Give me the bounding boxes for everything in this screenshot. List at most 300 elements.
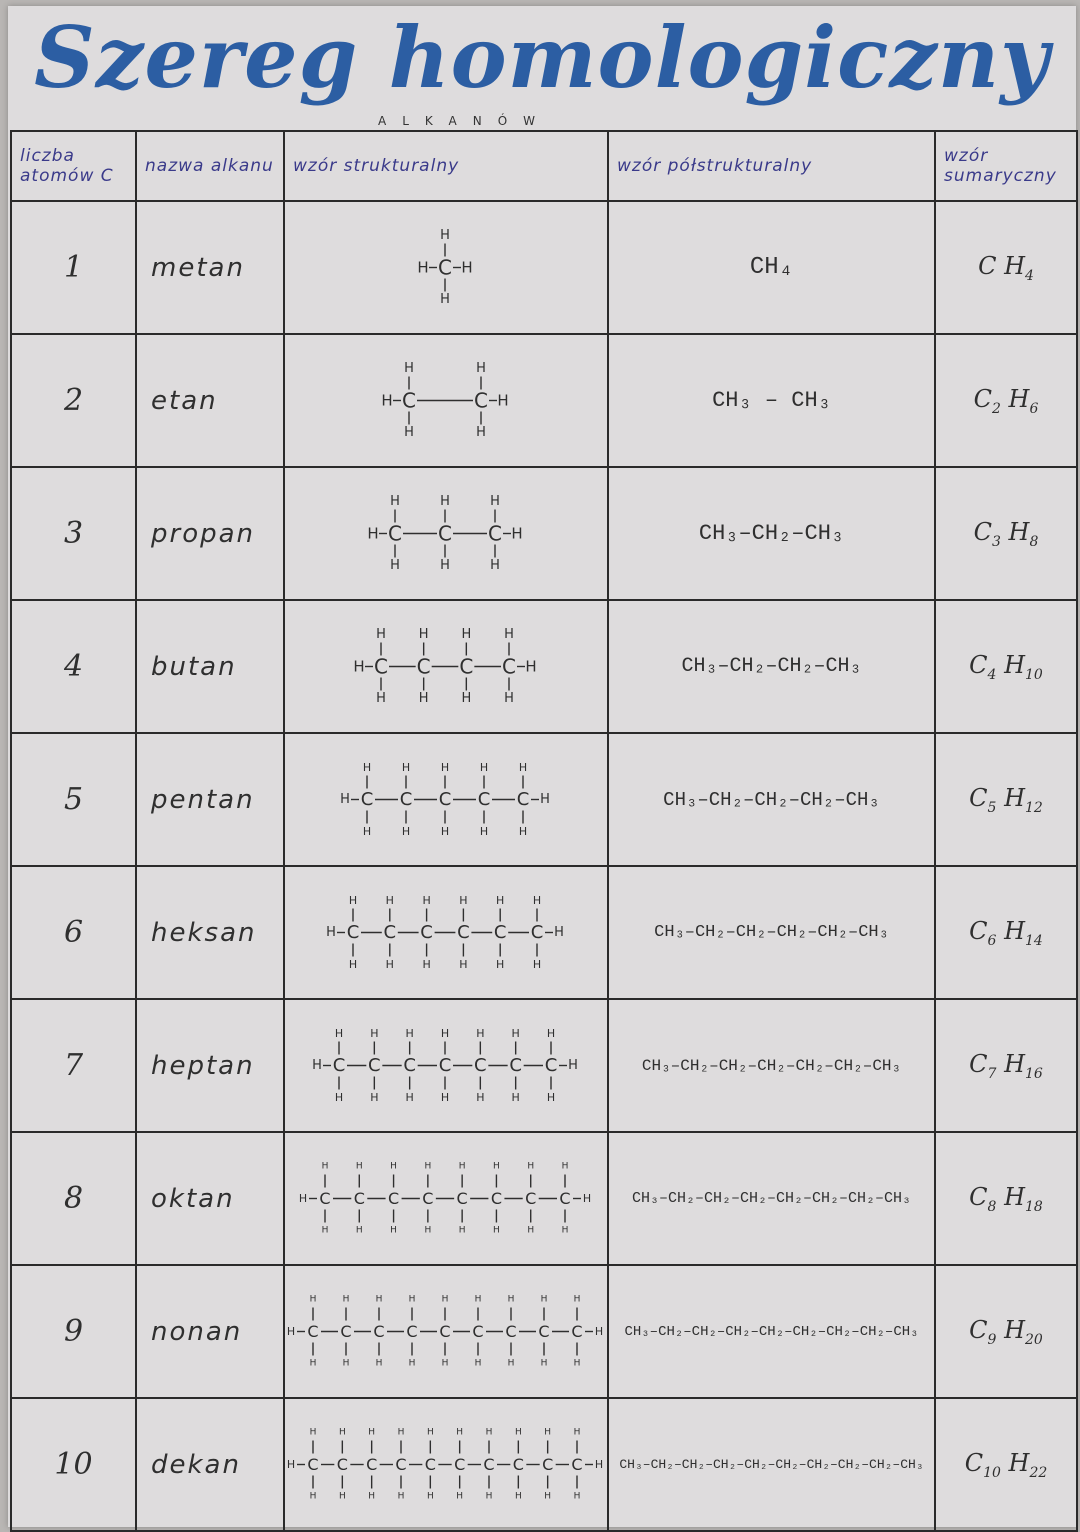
hydrogen-atom: H xyxy=(385,958,394,971)
carbon-atom: C xyxy=(399,789,413,810)
molecular-formula-cell xyxy=(935,1265,1077,1398)
structural-formula-drawing xyxy=(285,602,605,731)
alkane-name-cell: oktan xyxy=(136,1132,284,1265)
hydrogen-atom: H xyxy=(424,1225,432,1236)
table-row xyxy=(11,866,1077,999)
carbon-count-cell: 6 xyxy=(11,866,136,999)
formula-hydrogen-symbol: H xyxy=(1008,517,1030,546)
carbon-atom: C xyxy=(387,1189,400,1208)
structural-formula-drawing xyxy=(285,203,605,332)
carbon-atom: C xyxy=(516,789,530,810)
carbon-count-cell: 3 xyxy=(11,467,136,600)
hydrogen-atom: H xyxy=(474,1294,482,1305)
hydrogen-atom: H xyxy=(490,558,500,573)
page-title: Szereg homologiczny xyxy=(34,8,1050,107)
hydrogen-atom: H xyxy=(459,894,468,907)
hydrogen-atom: H xyxy=(405,1027,414,1040)
semi-structural-formula-cell: CH₃–CH₂–CH₂–CH₃ xyxy=(608,600,935,733)
hydrogen-atom: H xyxy=(426,1491,434,1502)
alkane-name-cell: heptan xyxy=(136,999,284,1132)
carbon-atom: C xyxy=(559,1189,571,1208)
formula-hydrogen-symbol: H xyxy=(1004,1049,1026,1078)
carbon-atom: C xyxy=(472,1322,484,1341)
hydrogen-atom: H xyxy=(479,761,489,774)
hydrogen-atom: H xyxy=(418,627,429,642)
hydrogen-atom: H xyxy=(458,1225,466,1236)
structural-formula-drawing xyxy=(285,1134,605,1263)
molecular-formula-cell xyxy=(935,1132,1077,1265)
formula-carbon-count: 10 xyxy=(983,1464,1001,1481)
hydrogen-atom: H xyxy=(461,691,472,706)
formula-hydrogen-symbol: H xyxy=(1008,1448,1030,1477)
formula-hydrogen-count: 22 xyxy=(1029,1464,1048,1481)
hydrogen-atom: H xyxy=(440,558,450,573)
hydrogen-atom: H xyxy=(309,1491,317,1502)
structural-formula-cell xyxy=(284,1398,608,1531)
carbon-atom: C xyxy=(373,1322,385,1341)
hydrogen-atom: H xyxy=(458,1161,466,1172)
formula-hydrogen-symbol: H xyxy=(1004,1315,1026,1344)
carbon-atom: C xyxy=(346,922,360,943)
structural-formula-drawing xyxy=(285,1001,605,1130)
hydrogen-atom: H xyxy=(348,894,358,907)
carbon-atom: C xyxy=(374,654,388,679)
hydrogen-atom: H xyxy=(375,1358,383,1369)
page-subtitle: ALKANÓW xyxy=(378,114,552,128)
hydrogen-atom: H xyxy=(568,1058,578,1073)
formula-hydrogen-symbol: H xyxy=(1008,384,1030,413)
carbon-atom: C xyxy=(438,789,452,810)
formula-carbon-count: 7 xyxy=(987,1065,997,1082)
alkane-name-cell: heksan xyxy=(136,866,284,999)
hydrogen-atom: H xyxy=(390,1161,397,1172)
hydrogen-atom: H xyxy=(573,1358,581,1369)
alkane-name-cell: etan xyxy=(136,334,284,467)
structural-formula-cell xyxy=(284,733,608,866)
carbon-atom: C xyxy=(319,1189,331,1208)
carbon-atom: C xyxy=(483,1455,495,1474)
hydrogen-atom: H xyxy=(326,925,336,940)
carbon-atom: C xyxy=(307,1322,319,1341)
carbon-count-cell: 5 xyxy=(11,733,136,866)
formula-carbon-count: 4 xyxy=(987,666,997,683)
carbon-atom: C xyxy=(457,922,470,943)
carbon-atom: C xyxy=(525,1189,537,1208)
carbon-count-cell: 2 xyxy=(11,334,136,467)
molecular-formula-cell xyxy=(935,866,1077,999)
carbon-count-cell: 8 xyxy=(11,1132,136,1265)
hydrogen-atom: H xyxy=(426,1427,434,1438)
hydrogen-atom: H xyxy=(474,1358,482,1369)
table-row xyxy=(11,334,1077,467)
hydrogen-atom: H xyxy=(338,1491,346,1502)
table-row xyxy=(11,600,1077,733)
molecular-formula-cell xyxy=(935,334,1077,467)
hydrogen-atom: H xyxy=(417,258,429,277)
formula-hydrogen-count: 12 xyxy=(1025,799,1043,816)
hydrogen-atom: H xyxy=(309,1427,317,1438)
carbon-atom: C xyxy=(416,654,431,679)
hydrogen-atom: H xyxy=(532,958,542,971)
formula-carbon-count: 9 xyxy=(987,1331,997,1348)
formula-carbon-symbol: C xyxy=(964,1448,984,1477)
table-row xyxy=(11,733,1077,866)
header-structural-formula: wzór strukturalny xyxy=(284,131,608,201)
formula-hydrogen-symbol: H xyxy=(1004,650,1026,679)
hydrogen-atom: H xyxy=(511,1091,520,1104)
molecular-formula-cell xyxy=(935,600,1077,733)
carbon-count-cell: 1 xyxy=(11,201,136,334)
table-row xyxy=(11,467,1077,600)
hydrogen-atom: H xyxy=(368,1491,376,1502)
structural-formula-cell xyxy=(284,1132,608,1265)
carbon-atom: C xyxy=(456,1189,468,1208)
hydrogen-atom: H xyxy=(401,761,411,774)
formula-hydrogen-symbol: H xyxy=(1004,1182,1026,1211)
carbon-atom: C xyxy=(383,922,397,943)
carbon-atom: C xyxy=(538,1322,550,1341)
semi-structural-formula-cell: CH₃–CH₂–CH₂–CH₂–CH₂–CH₃ xyxy=(608,866,935,999)
semi-structural-formula-cell: CH₃–CH₂–CH₂–CH₂–CH₂–CH₂–CH₂–CH₂–CH₂–CH₃ xyxy=(608,1398,935,1531)
carbon-atom: C xyxy=(502,654,516,679)
hydrogen-atom: H xyxy=(514,1491,522,1502)
alkane-name-cell: pentan xyxy=(136,733,284,866)
hydrogen-atom: H xyxy=(561,1161,569,1172)
hydrogen-atom: H xyxy=(370,1027,379,1040)
hydrogen-atom: H xyxy=(440,1027,450,1040)
carbon-count-cell: 7 xyxy=(11,999,136,1132)
hydrogen-atom: H xyxy=(476,425,486,440)
hydrogen-atom: H xyxy=(504,627,514,642)
carbon-atom: C xyxy=(422,1189,434,1208)
hydrogen-atom: H xyxy=(440,825,450,838)
carbon-atom: C xyxy=(490,1189,503,1208)
alkane-name-cell: dekan xyxy=(136,1398,284,1531)
carbon-atom: C xyxy=(512,1455,524,1474)
table-row xyxy=(11,1132,1077,1265)
hydrogen-atom: H xyxy=(461,627,472,642)
hydrogen-atom: H xyxy=(594,1325,604,1338)
poster-sheet xyxy=(8,6,1076,1527)
carbon-atom: C xyxy=(488,521,502,546)
molecular-formula-cell xyxy=(935,733,1077,866)
semi-structural-formula-cell: CH₃–CH₂–CH₂–CH₂–CH₂–CH₂–CH₃ xyxy=(608,999,935,1132)
alkane-table xyxy=(10,130,1078,1532)
hydrogen-atom: H xyxy=(440,1091,450,1104)
hydrogen-atom: H xyxy=(404,425,414,440)
structural-formula-cell xyxy=(284,467,608,600)
formula-carbon-count: 5 xyxy=(987,799,997,816)
carbon-atom: C xyxy=(474,1055,487,1076)
hydrogen-atom: H xyxy=(496,958,505,971)
hydrogen-atom: H xyxy=(390,494,400,509)
hydrogen-atom: H xyxy=(309,1294,317,1305)
hydrogen-atom: H xyxy=(390,1225,397,1236)
hydrogen-atom: H xyxy=(594,1458,604,1471)
hydrogen-atom: H xyxy=(540,1358,548,1369)
hydrogen-atom: H xyxy=(546,1091,556,1104)
hydrogen-atom: H xyxy=(525,657,537,676)
carbon-atom: C xyxy=(336,1455,348,1474)
hydrogen-atom: H xyxy=(496,894,505,907)
hydrogen-atom: H xyxy=(456,1427,464,1438)
carbon-atom: C xyxy=(509,1055,522,1076)
molecular-formula-cell xyxy=(935,1398,1077,1531)
hydrogen-atom: H xyxy=(440,292,450,307)
formula-hydrogen-count: 16 xyxy=(1025,1065,1043,1082)
hydrogen-atom: H xyxy=(338,1427,346,1438)
carbon-atom: C xyxy=(505,1322,517,1341)
molecular-formula-cell xyxy=(935,999,1077,1132)
hydrogen-atom: H xyxy=(321,1161,329,1172)
carbon-atom: C xyxy=(340,1322,352,1341)
hydrogen-atom: H xyxy=(440,494,450,509)
carbon-atom: C xyxy=(530,922,544,943)
carbon-atom: C xyxy=(332,1055,346,1076)
carbon-count-cell: 9 xyxy=(11,1265,136,1398)
structural-formula-drawing xyxy=(285,1267,605,1396)
hydrogen-atom: H xyxy=(368,1427,376,1438)
hydrogen-atom: H xyxy=(385,894,394,907)
hydrogen-atom: H xyxy=(422,958,431,971)
semi-structural-formula-cell: CH₃–CH₂–CH₂–CH₂–CH₃ xyxy=(608,733,935,866)
hydrogen-atom: H xyxy=(367,524,379,543)
carbon-atom: C xyxy=(542,1455,554,1474)
hydrogen-atom: H xyxy=(479,825,489,838)
formula-carbon-count: 8 xyxy=(987,1198,997,1215)
carbon-atom: C xyxy=(493,922,507,943)
carbon-atom: C xyxy=(307,1455,319,1474)
hydrogen-atom: H xyxy=(404,361,414,376)
hydrogen-atom: H xyxy=(497,391,509,410)
hydrogen-atom: H xyxy=(312,1058,322,1073)
carbon-atom: C xyxy=(424,1455,436,1474)
hydrogen-atom: H xyxy=(422,894,431,907)
semi-structural-formula-cell: CH₃ – CH₃ xyxy=(608,334,935,467)
hydrogen-atom: H xyxy=(518,761,528,774)
hydrogen-atom: H xyxy=(527,1161,535,1172)
hydrogen-atom: H xyxy=(376,691,386,706)
hydrogen-atom: H xyxy=(408,1358,416,1369)
hydrogen-atom: H xyxy=(493,1161,500,1172)
formula-hydrogen-count: 14 xyxy=(1025,932,1043,949)
hydrogen-atom: H xyxy=(544,1491,552,1502)
formula-carbon-symbol: C xyxy=(969,650,988,679)
formula-carbon-symbol: C xyxy=(978,251,997,280)
structural-formula-cell xyxy=(284,600,608,733)
carbon-atom: C xyxy=(388,521,402,546)
hydrogen-atom: H xyxy=(540,792,550,807)
hydrogen-atom: H xyxy=(441,1294,449,1305)
carbon-atom: C xyxy=(420,922,433,943)
hydrogen-atom: H xyxy=(461,258,473,277)
molecular-formula-cell xyxy=(935,467,1077,600)
formula-hydrogen-count: 8 xyxy=(1029,533,1039,550)
hydrogen-atom: H xyxy=(507,1294,515,1305)
carbon-atom: C xyxy=(454,1455,466,1474)
hydrogen-atom: H xyxy=(424,1161,432,1172)
carbon-atom: C xyxy=(406,1322,418,1341)
hydrogen-atom: H xyxy=(321,1225,329,1236)
hydrogen-atom: H xyxy=(334,1027,344,1040)
formula-hydrogen-count: 4 xyxy=(1025,267,1034,284)
table-row xyxy=(11,201,1077,334)
structural-formula-drawing xyxy=(285,336,605,465)
hydrogen-atom: H xyxy=(504,691,514,706)
semi-structural-formula-cell: CH₄ xyxy=(608,201,935,334)
hydrogen-atom: H xyxy=(334,1091,344,1104)
hydrogen-atom: H xyxy=(511,524,523,543)
carbon-atom: C xyxy=(438,255,452,280)
carbon-atom: C xyxy=(395,1455,407,1474)
formula-carbon-symbol: C xyxy=(969,783,988,812)
carbon-atom: C xyxy=(477,789,491,810)
structural-formula-drawing xyxy=(285,469,605,598)
formula-hydrogen-count: 10 xyxy=(1025,666,1043,683)
hydrogen-atom: H xyxy=(353,657,365,676)
table-row xyxy=(11,1398,1077,1531)
carbon-atom: C xyxy=(353,1189,365,1208)
hydrogen-atom: H xyxy=(546,1027,556,1040)
hydrogen-atom: H xyxy=(390,558,400,573)
hydrogen-atom: H xyxy=(554,925,564,940)
header-alkane-name: nazwa alkanu xyxy=(136,131,284,201)
carbon-atom: C xyxy=(438,521,452,546)
carbon-atom: C xyxy=(368,1055,381,1076)
semi-structural-formula-cell: CH₃–CH₂–CH₃ xyxy=(608,467,935,600)
hydrogen-atom: H xyxy=(355,1225,363,1236)
carbon-atom: C xyxy=(439,1322,451,1341)
hydrogen-atom: H xyxy=(298,1192,308,1205)
hydrogen-atom: H xyxy=(573,1294,581,1305)
structural-formula-cell xyxy=(284,866,608,999)
alkane-name-cell: nonan xyxy=(136,1265,284,1398)
structural-formula-drawing xyxy=(285,868,605,997)
hydrogen-atom: H xyxy=(355,1161,363,1172)
hydrogen-atom: H xyxy=(286,1458,296,1471)
hydrogen-atom: H xyxy=(362,761,372,774)
structural-formula-cell xyxy=(284,1265,608,1398)
hydrogen-atom: H xyxy=(418,691,429,706)
formula-hydrogen-symbol: H xyxy=(1004,251,1026,280)
header-molecular-formula: wzór sumaryczny xyxy=(935,131,1077,201)
formula-carbon-count: 3 xyxy=(991,533,1001,550)
hydrogen-atom: H xyxy=(490,494,500,509)
semi-structural-formula-cell: CH₃–CH₂–CH₂–CH₂–CH₂–CH₂–CH₂–CH₃ xyxy=(608,1132,935,1265)
hydrogen-atom: H xyxy=(540,1294,548,1305)
hydrogen-atom: H xyxy=(405,1091,414,1104)
hydrogen-atom: H xyxy=(440,761,450,774)
formula-carbon-count: 6 xyxy=(987,932,997,949)
hydrogen-atom: H xyxy=(544,1427,552,1438)
hydrogen-atom: H xyxy=(493,1225,500,1236)
formula-carbon-symbol: C xyxy=(969,916,988,945)
hydrogen-atom: H xyxy=(440,228,450,243)
hydrogen-atom: H xyxy=(476,1091,485,1104)
header-carbon-count: liczba atomów C xyxy=(11,131,136,201)
hydrogen-atom: H xyxy=(348,958,358,971)
hydrogen-atom: H xyxy=(527,1225,535,1236)
formula-carbon-symbol: C xyxy=(969,1049,988,1078)
hydrogen-atom: H xyxy=(397,1491,405,1502)
alkane-name-cell: metan xyxy=(136,201,284,334)
hydrogen-atom: H xyxy=(342,1294,350,1305)
semi-structural-formula-cell: CH₃–CH₂–CH₂–CH₂–CH₂–CH₂–CH₂–CH₂–CH₃ xyxy=(608,1265,935,1398)
carbon-atom: C xyxy=(544,1055,558,1076)
hydrogen-atom: H xyxy=(507,1358,515,1369)
hydrogen-atom: H xyxy=(381,391,393,410)
hydrogen-atom: H xyxy=(408,1294,416,1305)
formula-hydrogen-count: 20 xyxy=(1025,1331,1043,1348)
header-semi-structural-formula: wzór półstrukturalny xyxy=(608,131,935,201)
hydrogen-atom: H xyxy=(485,1427,493,1438)
carbon-count-cell: 4 xyxy=(11,600,136,733)
hydrogen-atom: H xyxy=(476,1027,485,1040)
carbon-count-cell: 10 xyxy=(11,1398,136,1531)
hydrogen-atom: H xyxy=(476,361,486,376)
hydrogen-atom: H xyxy=(573,1427,581,1438)
formula-hydrogen-symbol: H xyxy=(1004,783,1026,812)
structural-formula-drawing xyxy=(285,1400,605,1529)
carbon-atom: C xyxy=(402,388,416,413)
hydrogen-atom: H xyxy=(459,958,468,971)
hydrogen-atom: H xyxy=(514,1427,522,1438)
hydrogen-atom: H xyxy=(286,1325,296,1338)
structural-formula-cell xyxy=(284,201,608,334)
alkane-name-cell: butan xyxy=(136,600,284,733)
carbon-atom: C xyxy=(459,654,474,679)
structural-formula-cell xyxy=(284,999,608,1132)
hydrogen-atom: H xyxy=(309,1358,317,1369)
hydrogen-atom: H xyxy=(342,1358,350,1369)
formula-carbon-symbol: C xyxy=(969,1315,988,1344)
header-row xyxy=(11,131,1077,201)
molecular-formula-cell xyxy=(935,201,1077,334)
alkane-name-cell: propan xyxy=(136,467,284,600)
carbon-atom: C xyxy=(360,789,374,810)
hydrogen-atom: H xyxy=(582,1192,592,1205)
formula-carbon-symbol: C xyxy=(973,384,992,413)
carbon-atom: C xyxy=(366,1455,378,1474)
formula-carbon-symbol: C xyxy=(973,517,992,546)
hydrogen-atom: H xyxy=(376,627,386,642)
formula-carbon-count: 2 xyxy=(991,400,1001,417)
carbon-atom: C xyxy=(438,1055,452,1076)
hydrogen-atom: H xyxy=(441,1358,449,1369)
carbon-atom: C xyxy=(571,1455,583,1474)
hydrogen-atom: H xyxy=(401,825,411,838)
hydrogen-atom: H xyxy=(370,1091,379,1104)
hydrogen-atom: H xyxy=(511,1027,520,1040)
formula-hydrogen-count: 6 xyxy=(1029,400,1039,417)
structural-formula-drawing xyxy=(285,735,605,864)
hydrogen-atom: H xyxy=(573,1491,581,1502)
formula-hydrogen-count: 18 xyxy=(1025,1198,1043,1215)
hydrogen-atom: H xyxy=(561,1225,569,1236)
hydrogen-atom: H xyxy=(485,1491,493,1502)
structural-formula-cell xyxy=(284,334,608,467)
hydrogen-atom: H xyxy=(375,1294,383,1305)
table-row xyxy=(11,1265,1077,1398)
hydrogen-atom: H xyxy=(397,1427,405,1438)
hydrogen-atom: H xyxy=(532,894,542,907)
formula-carbon-symbol: C xyxy=(969,1182,988,1211)
carbon-atom: C xyxy=(403,1055,416,1076)
hydrogen-atom: H xyxy=(518,825,528,838)
table-row xyxy=(11,999,1077,1132)
hydrogen-atom: H xyxy=(362,825,372,838)
hydrogen-atom: H xyxy=(340,792,350,807)
